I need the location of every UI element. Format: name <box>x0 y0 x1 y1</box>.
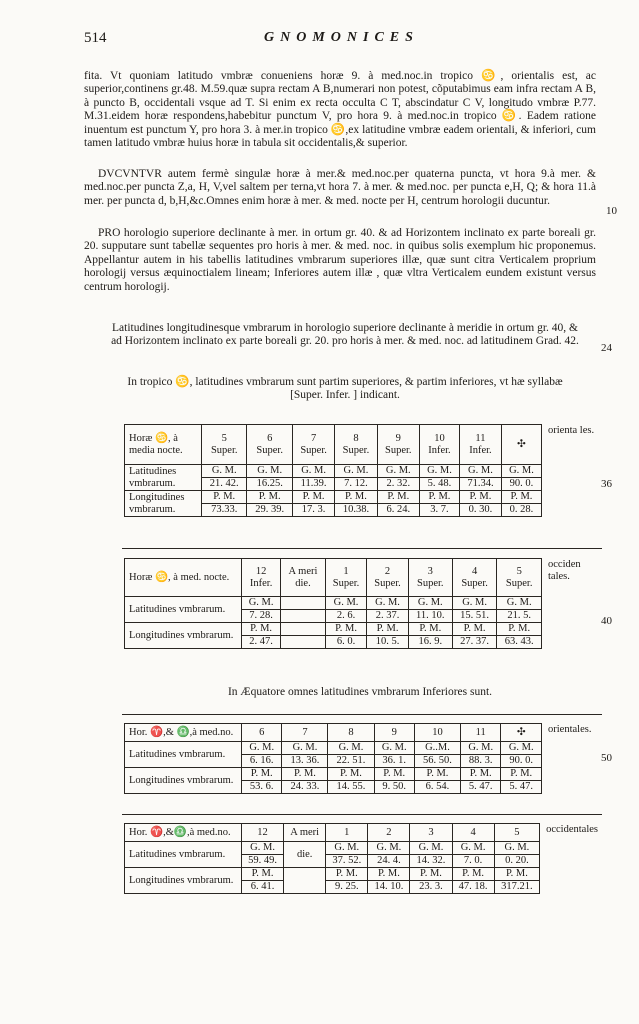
running-title: GNOMONICES <box>264 30 419 45</box>
hour-cell <box>497 559 542 597</box>
row-label-longitudes: Longitudines vmbrarum. <box>125 768 242 794</box>
value-cell: 90. 0. <box>501 755 542 768</box>
hour-number: 8 <box>328 724 374 742</box>
value-cell: 0. 20. <box>494 855 539 868</box>
unit-cell: P. M. <box>247 491 292 504</box>
value-cell: 22. 51. <box>328 755 374 768</box>
unit-cell: P. M. <box>325 623 367 636</box>
unit-cell: G. M. <box>367 597 409 610</box>
table-divider <box>122 714 602 715</box>
value-cell: 17. 3. <box>292 504 334 517</box>
value-cell: 6. 0. <box>325 636 367 649</box>
table-divider <box>122 814 602 815</box>
value-cell: 11. 10. <box>408 610 452 623</box>
hour-number: 3 <box>410 824 452 842</box>
hour-number: 2 <box>384 565 391 577</box>
unit-cell: G. M. <box>335 465 377 478</box>
value-cell: 7. 12. <box>335 478 377 491</box>
unit-cell: P. M. <box>494 868 539 881</box>
value-cell: 21. 5. <box>497 610 542 623</box>
margin-note: 40 <box>601 615 612 627</box>
hour-type: Super. <box>505 577 533 589</box>
table-corner-label: Horæ ♋, à med. nocte. <box>125 559 242 597</box>
hour-number: 5 <box>494 824 539 842</box>
value-cell: 63. 43. <box>497 636 542 649</box>
hour-number: 12 <box>255 565 267 577</box>
unit-cell: P. M. <box>452 868 494 881</box>
unit-cell: P. M. <box>242 868 284 881</box>
hour-type: Super. <box>374 577 401 589</box>
unit-cell: P. M. <box>459 491 501 504</box>
unit-cell: G. M. <box>408 597 452 610</box>
unit-cell: P. M. <box>419 491 459 504</box>
direction-label: orientales. <box>548 723 592 735</box>
hour-cell <box>202 425 247 465</box>
row-label-latitudes: Latitudines vmbrarum. <box>125 842 242 868</box>
unit-cell: G. M. <box>368 842 410 855</box>
margin-note: 50 <box>601 752 612 764</box>
value-cell: 6. 54. <box>414 781 460 794</box>
hour-cell <box>408 559 452 597</box>
value-cell: 14. 55. <box>328 781 374 794</box>
value-cell: 7. 28. <box>242 610 281 623</box>
unit-cell: P. M. <box>242 768 282 781</box>
hour-number: 10 <box>414 724 460 742</box>
hour-type: die. <box>295 577 311 589</box>
value-cell: 5. 47. <box>460 781 500 794</box>
value-cell: 47. 18. <box>452 881 494 894</box>
value-cell <box>281 610 326 623</box>
hour-number: 9 <box>395 432 401 444</box>
unit-cell: G. M. <box>328 742 374 755</box>
value-cell: 2. 6. <box>325 610 367 623</box>
hour-cell <box>325 559 367 597</box>
unit-cell: G. M. <box>282 742 328 755</box>
noon-cross-icon: ✣ <box>517 438 526 450</box>
unit-cell: P. M. <box>501 768 542 781</box>
unit-cell: G. M. <box>242 842 284 855</box>
unit-cell: G. M. <box>460 742 500 755</box>
unit-cell: G. M. <box>325 597 367 610</box>
hour-number: 9 <box>374 724 414 742</box>
value-cell: 29. 39. <box>247 504 292 517</box>
unit-cell: G. M. <box>242 597 281 610</box>
value-cell: 56. 50. <box>414 755 460 768</box>
unit-cell: G..M. <box>414 742 460 755</box>
hour-type: Infer. <box>428 444 451 456</box>
unit-cell: P. M. <box>460 768 500 781</box>
value-cell: 36. 1. <box>374 755 414 768</box>
equator-caption: In Æquatore omnes latitudines vmbrarum Inferiores sunt. <box>227 686 493 698</box>
hour-cell <box>452 559 497 597</box>
hour-number: 8 <box>353 432 359 444</box>
unit-cell: P. M. <box>377 491 419 504</box>
hour-type: Super. <box>461 577 488 589</box>
paragraph-2: DVCVNTVR autem fermè singulæ horæ à mer.& med.noc.per quaterna puncta, vt hora 9.à mer. & med.noc.per puncta Z,a, H, V,vel saltem per terna,vt hora 7. à mer. & med.noc. per puncta e,H, Q; & hora 11.à mer. per puncta d, b,H,&c.Omnes enim horæ à mer. & med. nocte per H, centrum horologii ducuntur. <box>84 168 596 207</box>
unit-cell: P. M. <box>414 768 460 781</box>
row-label-latitudes: Latitudines vmbrarum. <box>125 597 242 623</box>
value-cell: 317.21. <box>494 881 539 894</box>
hour-type: Super. <box>342 444 370 456</box>
value-cell: 0. 30. <box>459 504 501 517</box>
value-cell: 2. 32. <box>377 478 419 491</box>
value-cell: 14. 10. <box>368 881 410 894</box>
unit-cell: P. M. <box>335 491 377 504</box>
hour-cell <box>247 425 292 465</box>
hour-number: 5 <box>221 432 227 444</box>
noon-cross-icon: ✣ <box>501 724 542 742</box>
value-cell: 21. 42. <box>202 478 247 491</box>
hour-number: 4 <box>452 824 494 842</box>
page-number: 514 <box>84 30 107 46</box>
hour-type: Infer. <box>469 444 492 456</box>
unit-cell: G. M. <box>419 465 459 478</box>
value-cell: 14. 32. <box>410 855 452 868</box>
value-cell: 11.39. <box>292 478 334 491</box>
value-cell: 73.33. <box>202 504 247 517</box>
hour-cell <box>242 559 281 597</box>
hour-number: 5 <box>516 565 522 577</box>
table-corner-label: Hor. ♈,&♎,à med.no. <box>125 824 242 842</box>
hour-number: 10 <box>434 432 445 444</box>
meridie-suffix: die. <box>284 842 326 868</box>
value-cell: 9. 50. <box>374 781 414 794</box>
row-label-longitudes: Longitudines vmbrarum. <box>125 491 202 517</box>
unit-cell: G. M. <box>326 842 368 855</box>
unit-cell <box>281 597 326 610</box>
unit-cell: P. M. <box>326 868 368 881</box>
margin-note: 24 <box>601 342 612 354</box>
unit-cell: G. M. <box>374 742 414 755</box>
value-cell: 53. 6. <box>242 781 282 794</box>
hour-number: 4 <box>471 565 478 577</box>
value-cell: 5. 47. <box>501 781 542 794</box>
value-cell: 37. 52. <box>326 855 368 868</box>
table-corner-label: Hor. ♈,& ♎,à med.no. <box>125 724 242 742</box>
row-label-latitudes: Latitudines vmbrarum. <box>125 465 202 491</box>
value-cell: 16.25. <box>247 478 292 491</box>
equator-table-morning <box>124 723 600 794</box>
unit-cell: P. M. <box>242 623 281 636</box>
hour-number: A meri <box>284 824 326 842</box>
hour-number: 1 <box>343 565 349 577</box>
hour-type: Super. <box>256 444 283 456</box>
margin-note: 10 <box>606 205 617 217</box>
value-cell: 23. 3. <box>410 881 452 894</box>
unit-cell: P. M. <box>452 623 497 636</box>
unit-cell: G. M. <box>501 465 541 478</box>
unit-cell: P. M. <box>374 768 414 781</box>
value-cell: 71.34. <box>459 478 501 491</box>
value-cell: 0. 28. <box>501 504 541 517</box>
value-cell: 10. 5. <box>367 636 409 649</box>
hour-cell <box>292 425 334 465</box>
unit-cell: P. M. <box>368 868 410 881</box>
value-cell: 24. 33. <box>282 781 328 794</box>
row-label-longitudes: Longitudines vmbrarum. <box>125 623 242 649</box>
unit-cell: P. M. <box>410 868 452 881</box>
hour-number: 7 <box>282 724 328 742</box>
hour-cell <box>459 425 501 465</box>
unit-cell: P. M. <box>328 768 374 781</box>
value-cell: 88. 3. <box>460 755 500 768</box>
hour-cell <box>281 559 326 597</box>
hour-type: Infer. <box>249 577 273 589</box>
unit-cell: G. M. <box>242 742 282 755</box>
hour-type: Super. <box>210 444 238 456</box>
value-cell: 15. 51. <box>452 610 497 623</box>
hour-number: 11 <box>460 724 500 742</box>
unit-cell: G. M. <box>247 465 292 478</box>
table-title: Latitudines longitudinesque vmbrarum in horologio superiore declinante à meridie in ortum gr. 40, & ad Horizontem inclinato ex parte boreali gr. 20. pro horis à mer. & med. noc. ad latitudinem Grad. 42. <box>111 322 579 347</box>
hour-number: 3 <box>427 565 433 577</box>
unit-cell: G. M. <box>202 465 247 478</box>
hour-cell <box>367 559 409 597</box>
direction-label: orienta les. <box>548 424 595 436</box>
hour-number: 11 <box>475 432 486 444</box>
hour-type: Super. <box>417 577 444 589</box>
unit-cell: G. M. <box>459 465 501 478</box>
unit-cell: G. M. <box>452 597 497 610</box>
running-head <box>84 30 604 50</box>
hour-number: 12 <box>242 824 284 842</box>
value-cell: 16. 9. <box>408 636 452 649</box>
margin-note: 36 <box>601 478 612 490</box>
row-label-latitudes: Latitudines vmbrarum. <box>125 742 242 768</box>
unit-cell: G. M. <box>292 465 334 478</box>
table-corner-label: Horæ ♋, à media nocte. <box>125 425 202 465</box>
table-divider <box>122 548 602 549</box>
value-cell: 6. 16. <box>242 755 282 768</box>
hour-cell <box>377 425 419 465</box>
unit-cell: G. M. <box>497 597 542 610</box>
unit-cell: P. M. <box>202 491 247 504</box>
value-cell: 7. 0. <box>452 855 494 868</box>
value-cell: 13. 36. <box>282 755 328 768</box>
hour-type: Super. <box>332 577 360 589</box>
value-cell <box>281 636 326 649</box>
unit-cell: P. M. <box>501 491 541 504</box>
value-cell: 27. 37. <box>452 636 497 649</box>
value-cell: 3. 7. <box>419 504 459 517</box>
tropic-table-morning <box>124 424 600 517</box>
value-cell: 9. 25. <box>326 881 368 894</box>
hour-number: 6 <box>267 432 273 444</box>
equator-table-afternoon <box>124 823 600 894</box>
hour-type: Super. <box>385 444 412 456</box>
hour-cell <box>419 425 459 465</box>
hour-number: 7 <box>310 432 317 444</box>
empty-cell <box>284 868 326 894</box>
value-cell: 2. 47. <box>242 636 281 649</box>
unit-cell: P. M. <box>367 623 409 636</box>
paragraph-3: PRO horologio superiore declinante à mer. in ortum gr. 40. & ad Horizontem inclinato ex parte boreali gr. 20. supputare sunt tabellæ sequentes pro horis à mer. & med. noc. in quibus solis exemplum hic proponemus. Appellantur autem in his tabellis latitudines vmbrarum superiores illæ, quæ sunt citra Verticalem proprium horologij versus æquinoctialem lineam; Inferiores autem illæ , quæ vltra Verticalem eundem existunt versus centrum horologij. <box>84 227 596 293</box>
value-cell: 10.38. <box>335 504 377 517</box>
unit-cell <box>281 623 326 636</box>
direction-label: occidentales <box>546 823 598 835</box>
direction-label: occiden tales. <box>548 558 581 582</box>
unit-cell: G. M. <box>377 465 419 478</box>
hour-cell <box>335 425 377 465</box>
hour-number: 2 <box>368 824 410 842</box>
value-cell: 90. 0. <box>501 478 541 491</box>
unit-cell: G. M. <box>452 842 494 855</box>
hour-number: A meri <box>288 565 318 577</box>
unit-cell: P. M. <box>408 623 452 636</box>
unit-cell: P. M. <box>292 491 334 504</box>
value-cell: 6. 24. <box>377 504 419 517</box>
value-cell: 59. 49. <box>242 855 284 868</box>
paragraph-1: fita. Vt quoniam latitudo vmbræ conueniens horæ 9. à med.noc.in tropico ♋, orientalis est, ac superior,continens gr.48. M.59.quæ supra rectam A B,numerari non potest, cõputabimus eam infra rectam A B, à puncto B, occidentali vsque ad T. Si enim ex recta occulta C T, abscindatur C V, longitudo vmbræ P.77. M.31.eidem horæ respondens,habebitur punctum V, pro hora 9. à med.noc.in tropico ♋. Eadem ratione inuentum est punctum Y, pro hora 3. à mer.in tropico ♋,ex latitudine vmbræ eadem orientali, & inferiori, cum tamen latitudo vmbræ huius horæ in tabula sit occidentalis,& superior. <box>84 70 596 150</box>
value-cell: 24. 4. <box>368 855 410 868</box>
unit-cell: G. M. <box>501 742 542 755</box>
value-cell: 5. 48. <box>419 478 459 491</box>
unit-cell: P. M. <box>497 623 542 636</box>
unit-cell: G. M. <box>410 842 452 855</box>
value-cell: 2. 37. <box>367 610 409 623</box>
tropic-caption: In tropico ♋, latitudines vmbrarum sunt partim superiores, & partim inferiores, vt hæ syllabæ [Super. Infer. ] indicant. <box>127 376 563 401</box>
hour-cell <box>501 425 541 465</box>
hour-number: 1 <box>326 824 368 842</box>
unit-cell: P. M. <box>282 768 328 781</box>
hour-number: 6 <box>242 724 282 742</box>
tropic-table-afternoon <box>124 558 600 649</box>
value-cell: 6. 41. <box>242 881 284 894</box>
unit-cell: G. M. <box>494 842 539 855</box>
row-label-longitudes: Longitudines vmbrarum. <box>125 868 242 894</box>
hour-type: Super. <box>300 444 327 456</box>
